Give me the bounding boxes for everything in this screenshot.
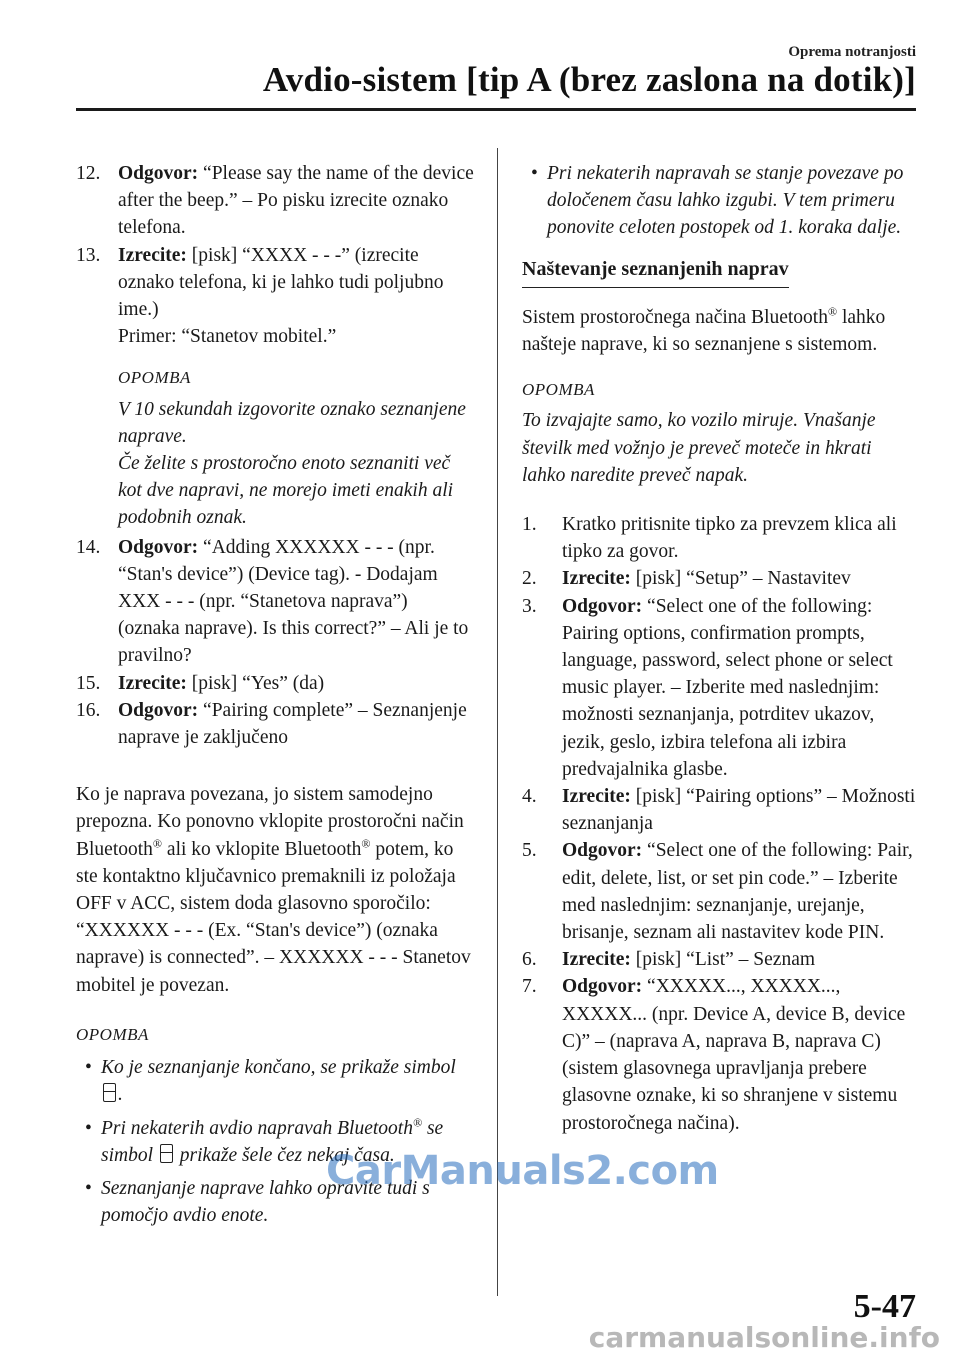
step-label: Odgovor:	[562, 976, 643, 998]
step-4	[522, 783, 916, 837]
step-example: Primer: “Stanetov mobitel.”	[118, 326, 337, 348]
step-text: “Select one of the following: Pair, edit, delete, list, or set pin code.” – Izberite med naslednjim: seznanjanje, urejanje, brisanje, seznam ali nastavitev kode PIN.	[562, 840, 913, 944]
step-label: Odgovor:	[118, 163, 199, 184]
note-box	[76, 1021, 474, 1229]
note-box	[522, 376, 916, 489]
page-number: 5-47	[853, 1288, 916, 1325]
step-13	[76, 242, 474, 351]
steps-list	[522, 511, 916, 1137]
step-text: [pisk] “XXXX - - -” (izrecite oznako telefona, ki je lahko tudi poljubno ime.)	[118, 244, 444, 321]
step-label: Izrecite:	[562, 786, 631, 808]
step-label: Izrecite:	[118, 672, 187, 694]
step-number: 2.	[522, 568, 537, 590]
section-title: Oprema notranjosti	[788, 44, 916, 60]
para-text: Sistem prostoročnega načina Bluetooth	[522, 306, 828, 328]
step-number: 7.	[522, 976, 537, 998]
phone-status-icon	[103, 1083, 116, 1102]
step-7	[522, 973, 916, 1136]
step-number: 1.	[522, 514, 537, 536]
watermark: CarManuals2.com	[326, 1148, 719, 1194]
bullet-dot: •	[85, 1177, 92, 1199]
note-line: Če želite s prostoročno enoto seznaniti več kot dve napravi, ne morejo imeti enakih ali podobnih oznak.	[118, 453, 454, 529]
bullet-text: Pri nekaterih napravah se stanje povezave po določenem času lahko izgubi. V tem primeru ponovite celoten postopek od 1. koraka dalje.	[547, 163, 904, 239]
step-16	[76, 697, 474, 751]
registered-mark: ®	[361, 836, 371, 851]
bullet-dot: •	[531, 163, 538, 184]
step-number: 13.	[76, 244, 101, 266]
bullet-dot: •	[85, 1117, 92, 1139]
bullet-text: se simbol	[101, 1117, 444, 1166]
step-number: 4.	[522, 786, 537, 808]
registered-mark: ®	[152, 836, 163, 851]
step-text: “Select one of the following: Pairing options, confirmation prompts, language, password, select phone or select music player. – Izberite med naslednjim: možnosti seznanjanja, potrditev ukazov, jezik, geslo, izbira telefona ali izbira predvajalnika glasbe.	[562, 595, 893, 780]
left-column	[76, 160, 474, 1229]
para-text: lahko našteje naprave, ki so seznanjene s sistemom.	[522, 306, 886, 356]
bullet-text: .	[118, 1084, 123, 1106]
step-text: [pisk] “Setup” – Nastavitev	[630, 568, 851, 590]
step-label: Izrecite:	[118, 244, 187, 266]
step-number: 6.	[522, 949, 537, 971]
step-text: “Pairing complete” – Seznanjenje naprave je zaključeno	[118, 699, 467, 749]
connection-paragraph	[76, 781, 474, 999]
step-text: [pisk] “Pairing options” – Možnosti seznanjanja	[562, 786, 916, 835]
step-label: Odgovor:	[562, 840, 643, 862]
step-number: 5.	[522, 840, 537, 862]
bullet-text: prikaže šele čez nekaj časa.	[174, 1144, 395, 1166]
note-bullet	[522, 160, 916, 242]
step-label: Odgovor:	[118, 536, 199, 558]
step-1	[522, 511, 916, 565]
step-number: 14.	[76, 536, 101, 558]
step-5	[522, 837, 916, 946]
step-text: “XXXXX..., XXXXX..., XXXXX... (npr. Device A, device B, device C)” – (naprava A, naprava B, naprava C) (sistem glasovnega upravljanja prebere glasovne oznake, ki so shranjene v sistemu prostoročnega načina).	[562, 976, 906, 1134]
step-15	[76, 670, 474, 697]
step-label: Izrecite:	[562, 949, 631, 971]
section-heading: Naštevanje seznanjenih naprav	[522, 256, 789, 288]
note-bullet	[76, 1054, 474, 1108]
para-text: ali ko vklopite Bluetooth	[162, 838, 362, 860]
note-box	[76, 364, 474, 531]
step-12	[76, 160, 474, 242]
step-number: 16.	[76, 699, 101, 721]
note-heading: OPOMBA	[118, 368, 191, 388]
step-text: [pisk] “Yes” (da)	[186, 672, 325, 694]
registered-mark: ®	[827, 304, 838, 319]
note-line: V 10 sekundah izgovorite oznako seznanjene naprave.	[118, 398, 466, 447]
step-label: Izrecite:	[562, 568, 631, 590]
note-heading: OPOMBA	[76, 1024, 149, 1044]
bullet-text: Ko je seznanjanje končano, se prikaže simbol	[101, 1057, 456, 1079]
registered-mark: ®	[412, 1115, 423, 1129]
step-text: [pisk] “List” – Seznam	[630, 949, 816, 971]
step-number: 12.	[76, 163, 101, 184]
note-heading: OPOMBA	[522, 380, 595, 400]
step-text: “Adding XXXXXX - - - (npr. “Stan's device”) (Device tag). - Dodajam XXX - - - (npr. “Stanetova naprava”) (oznaka naprave). Is this correct?” – Ali je to pravilno?	[118, 536, 469, 667]
step-3	[522, 593, 916, 783]
para-text: Ko je naprava povezana, jo sistem samodejno prepozna. Ko ponovno vklopite prostoročni način Bluetooth	[76, 784, 464, 860]
step-14	[76, 534, 474, 670]
column-divider	[497, 148, 498, 1296]
step-number: 15.	[76, 672, 101, 694]
bullet-dot: •	[85, 1057, 92, 1079]
right-column	[522, 160, 916, 1137]
step-label: Odgovor:	[562, 595, 643, 617]
page-title: Avdio-sistem [tip A (brez zaslona na dotik)]	[262, 60, 916, 99]
header-rule	[76, 108, 916, 111]
step-label: Odgovor:	[118, 699, 199, 721]
note-text: To izvajajte samo, ko vozilo miruje. Vnašanje številk med vožnjo je preveč moteče in hkrati lahko naredite preveč napak.	[522, 410, 876, 486]
footer-url: carmanualsonline.info	[588, 1321, 940, 1354]
step-2	[522, 565, 916, 592]
step-number: 3.	[522, 595, 537, 617]
intro-paragraph	[522, 304, 916, 358]
bullet-text: Pri nekaterih avdio napravah Bluetooth	[101, 1117, 413, 1139]
step-text: Kratko pritisnite tipko za prevzem klica ali tipko za govor.	[562, 514, 897, 563]
phone-status-icon	[160, 1144, 173, 1163]
step-6	[522, 946, 916, 973]
bullet-text: Seznanjanje naprave lahko opravite tudi s pomočjo avdio enote.	[101, 1177, 430, 1227]
step-text: “Please say the name of the device after the beep.” – Po pisku izrecite oznako telefona.	[118, 163, 474, 239]
para-text: potem, ko ste kontaktno ključavnico premaknili iz položaja OFF v ACC, sistem doda glasovno sporočilo: “XXXXXX - - - (Ex. “Stan's device”) (oznaka naprave) is connected”. – XXXXXX - - - Stanetov mobitel je povezan.	[76, 838, 471, 996]
